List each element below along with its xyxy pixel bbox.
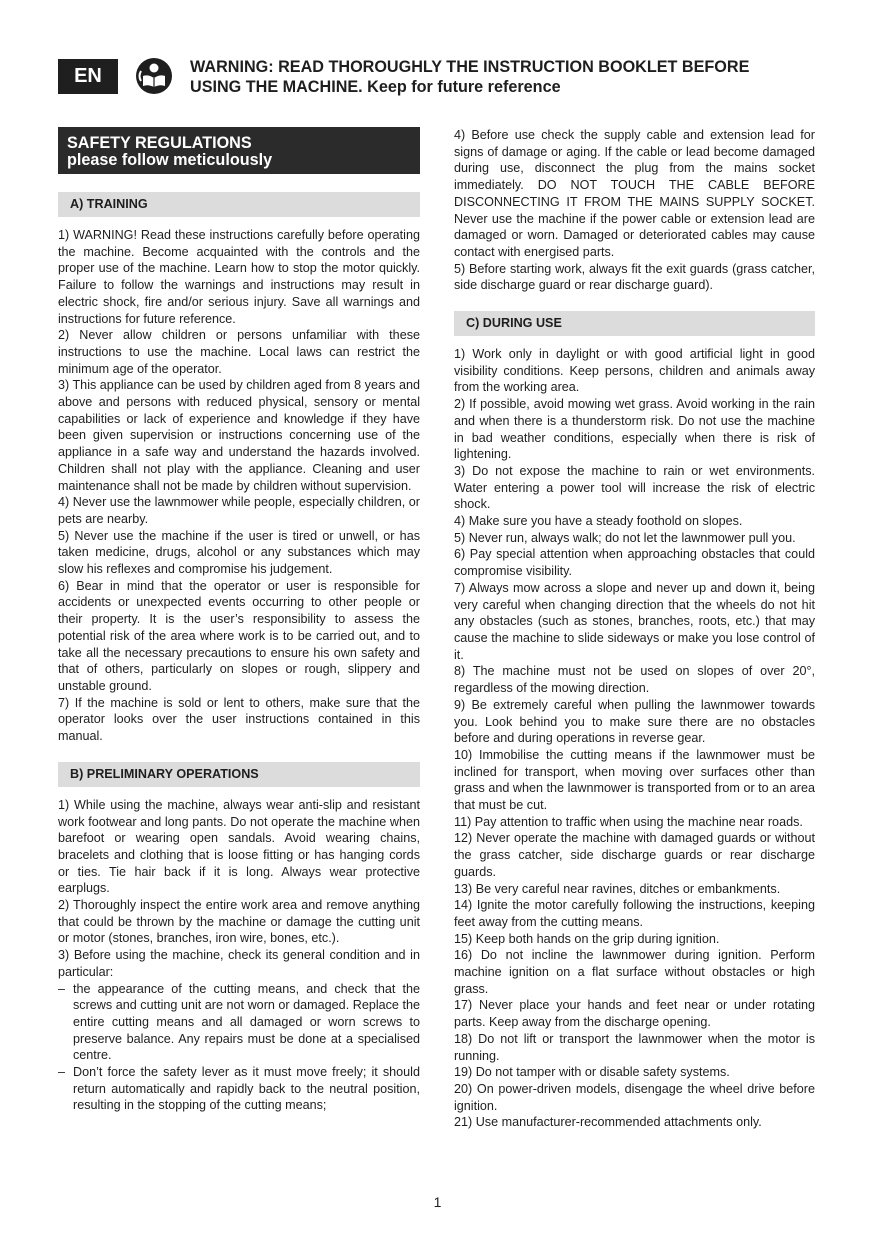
during-use-item: 6) Pay special attention when approaching obstacles that could compromise visibility. — [454, 547, 815, 579]
preliminary-item: 1) While using the machine, always wear anti-slip and resistant work footwear and long pants. Do not operate the machine when barefoot or wearing open sandals. Avoid wearing chains, bracelets and clothing that is loose fitting or has hanging cords or ties. Tie hair back if it is long. Always wear protective earplugs. — [58, 797, 420, 896]
preliminary-continued-list — [454, 127, 815, 294]
during-use-item: 20) On power-driven models, disengage the wheel drive before ignition. — [454, 1081, 815, 1113]
during-use-item: 9) Be extremely careful when pulling the lawnmower towards you. Look behind you to make sure there are no obstacles before and during operations in reverse gear. — [454, 697, 815, 746]
warning-title-line: USING THE MACHINE. Keep for future reference — [190, 78, 561, 96]
during-use-item: 17) Never place your hands and feet near or under rotating parts. Keep away from the discharge opening. — [454, 998, 815, 1030]
preliminary-bullet — [58, 1064, 420, 1114]
training-item: 2) Never allow children or persons unfamiliar with these instructions to use the machine. Local laws can restrict the minimum age of the operator. — [58, 328, 420, 376]
during-use-item: 12) Never operate the machine with damaged guards or without the grass catcher, side discharge guards or rear discharge guards. — [454, 831, 815, 879]
bullet-text: Don’t force the safety lever as it must move freely; it should return automatically and rapidly back to the neutral position, resulting in the stopping of the cutting means; — [73, 1065, 420, 1113]
training-item: 6) Bear in mind that the operator or user is responsible for accidents or unexpected events occurring to other people or their property. It is the user’s responsibility to assess the potential risk of the area where work is to be carried out, and to take all the necessary precautions to ensure his own safety and that of others, particularly on slopes or rough, slippery and unstable ground. — [58, 578, 420, 693]
training-heading: A) TRAINING — [58, 192, 420, 217]
during-use-item: 11) Pay attention to traffic when using the machine near roads. — [454, 814, 803, 829]
training-item: 5) Never use the machine if the user is tired or unwell, or has taken medicine, drugs, alcohol or any substances which may slow his reflexes and compromise his judgement. — [58, 528, 420, 577]
bullet-text: the appearance of the cutting means, and check that the screws and cutting unit are not worn or damaged. Replace the entire cutting means and all damaged or worn screws to preserve balance. Any repairs must be done at a specialised centre. — [73, 981, 420, 1063]
preliminary-item: 3) Before using the machine, check its general condition and in particular: — [58, 948, 420, 979]
section-title — [58, 127, 420, 174]
preliminary-list — [58, 797, 420, 1114]
left-column — [58, 127, 420, 1114]
page-header — [58, 57, 818, 97]
during-use-item: 14) Ignite the motor carefully following the instructions, keeping feet away from the cutting means. — [454, 898, 815, 929]
during-use-item: 13) Be very careful near ravines, ditches or embankments. — [454, 881, 781, 896]
during-use-item: 5) Never run, always walk; do not let the lawnmower pull you. — [454, 530, 796, 545]
preliminary-heading: B) PRELIMINARY OPERATIONS — [58, 762, 420, 787]
during-use-item: 4) Make sure you have a steady foothold on slopes. — [454, 514, 743, 529]
during-use-item: 18) Do not lift or transport the lawnmower when the motor is running. — [454, 1031, 815, 1063]
during-use-item: 21) Use manufacturer-recommended attachments only. — [454, 1115, 762, 1130]
during-use-item: 15) Keep both hands on the grip during ignition. — [454, 931, 720, 946]
page-number: 1 — [433, 1194, 442, 1210]
preliminary-item: 4) Before use check the supply cable and extension lead for signs of damage or aging. If the cable or lead become damaged during use, disconnect the plug from the mains socket immediately. DO NOT TOUCH THE CABLE BEFORE DISCONNECTING IT FROM THE MAINS SUPPLY SOCKET. Never use the machine if the power cable or extension lead are damaged or worn. Damaged or deteriorated cables may cause contact with energised parts. — [454, 128, 815, 259]
bullet-dash: – — [58, 1065, 66, 1080]
preliminary-bullet — [58, 981, 420, 1065]
during-use-item: 16) Do not incline the lawnmower during ignition. Perform machine ignition on a flat surface without obstacles or high grass. — [454, 948, 815, 996]
preliminary-item: 5) Before starting work, always fit the exit guards (grass catcher, side discharge guard or rear discharge guard). — [454, 261, 815, 293]
during-use-item: 7) Always mow across a slope and never up and down it, being very careful when changing direction that the wheels do not hit any obstacles (such as stones, branches, roots, etc.) that may cause the machine to slide sideways or make you lose control of it. — [454, 580, 815, 662]
training-item: 4) Never use the lawnmower while people, especially children, or pets are nearby. — [58, 495, 420, 526]
training-item: 7) If the machine is sold or lent to others, make sure that the operator looks over the user instructions contained in this manual. — [58, 695, 420, 744]
warning-title — [190, 57, 820, 97]
training-item: 1) WARNING! Read these instructions carefully before operating the machine. Become acquainted with the controls and the proper use of the machine. Learn how to stop the motor quickly. Failure to follow the warnings and instructions may result in electric shock, fire and/or serious injury. Save all warnings and instructions for future reference. — [58, 228, 420, 326]
preliminary-item: 2) Thoroughly inspect the entire work area and remove anything that could be thrown by the machine or damage the cutting unit or motor (stones, branches, iron wire, bones, etc.). — [58, 898, 420, 946]
during-use-item: 1) Work only in daylight or with good artificial light in good visibility conditions. Keep persons, children and animals away from the working area. — [454, 347, 815, 395]
warning-title-line: WARNING: READ THOROUGHLY THE INSTRUCTION BOOKLET BEFORE — [190, 58, 750, 76]
during-use-item: 19) Do not tamper with or disable safety systems. — [454, 1065, 730, 1080]
during-use-heading: C) DURING USE — [454, 311, 815, 336]
during-use-item: 2) If possible, avoid mowing wet grass. Avoid working in the rain and when there is a thunderstorm risk. Do not use the machine in bad weather conditions, especially when there is risk of lightening. — [454, 397, 815, 462]
read-manual-icon — [135, 57, 173, 95]
bullet-dash: – — [58, 981, 66, 996]
right-column — [454, 127, 815, 1131]
training-list — [58, 227, 420, 745]
during-use-item: 8) The machine must not be used on slopes of over 20°, regardless of the mowing direction. — [454, 664, 815, 696]
training-item: 3) This appliance can be used by children aged from 8 years and above and persons with reduced physical, sensory or mental capabilities or lack of experience and knowledge if they have been given supervision or instructions concerning use of the appliance in a safe way and understand the hazards involved. Children shall not play with the appliance. Cleaning and user maintenance shall not be made by children without supervision. — [58, 378, 420, 493]
section-subtitle-line: please follow meticulously — [67, 151, 273, 169]
during-use-item: 3) Do not expose the machine to rain or wet environments. Water entering a power tool will increase the risk of electric shock. — [454, 463, 815, 512]
during-use-item: 10) Immobilise the cutting means if the lawnmower must be inclined for transport, when moving over surfaces other than grass and when the lawnmower is transported from or to an area that must be cut. — [454, 747, 815, 813]
section-title-line: SAFETY REGULATIONS — [67, 134, 252, 152]
language-badge: EN — [58, 59, 118, 94]
during-use-list — [454, 346, 815, 1131]
